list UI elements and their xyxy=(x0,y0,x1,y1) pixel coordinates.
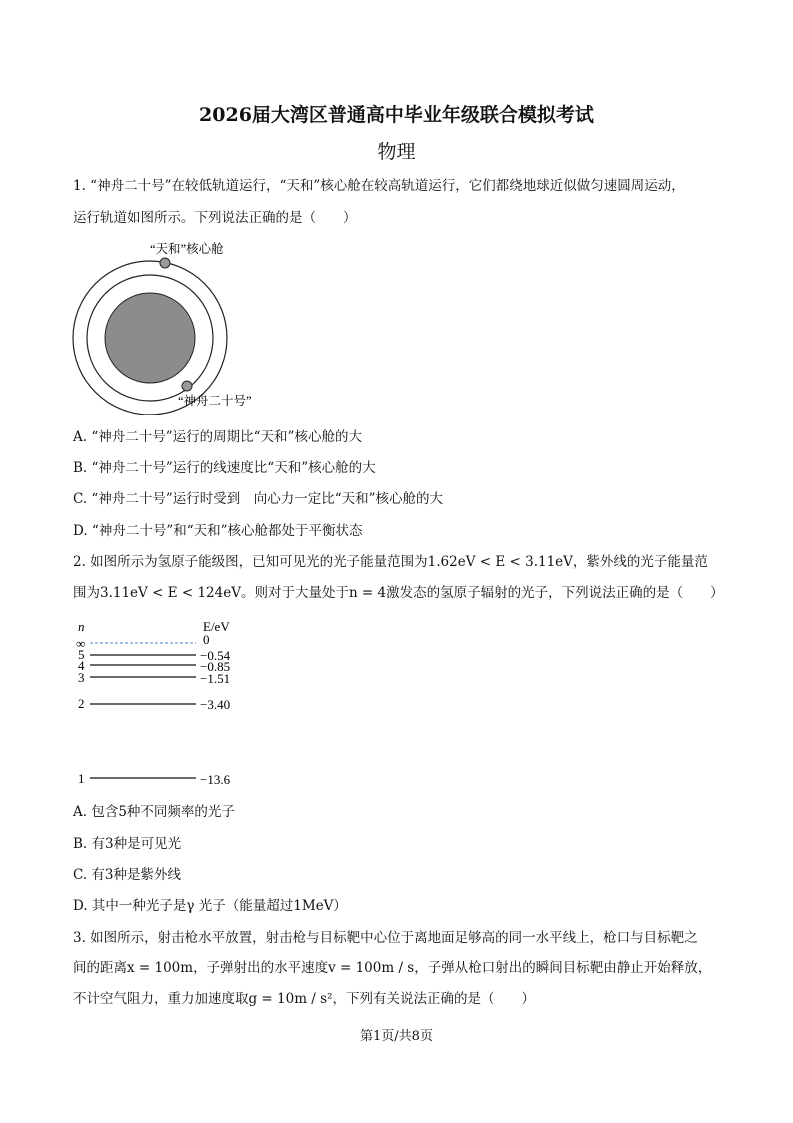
level-3-e: −1.51 xyxy=(200,671,231,686)
q2-option-b: B. 有3种是可见光 xyxy=(73,836,182,852)
q2-option-d: D. 其中一种光子是γ 光子（能量超过1MeV） xyxy=(73,898,347,914)
level-5-e: −0.54 xyxy=(200,648,231,663)
q1-option-a: A. “神舟二十号”运行的周期比“天和”核心舱的大 xyxy=(73,429,362,445)
q2-stem-line1: 2. 如图所示为氢原子能级图，已知可见光的光子能量范围为1.62eV < E < 3.11eV，紫外线的光子能量范 xyxy=(73,554,708,570)
q1-option-b: B. “神舟二十号”运行的线速度比“天和”核心舱的大 xyxy=(73,460,376,476)
q1-stem-line2: 运行轨道如图所示。下列说法正确的是（ ） xyxy=(73,210,357,226)
shenzhou-satellite-icon xyxy=(182,381,192,391)
level-inf-e: 0 xyxy=(203,632,210,647)
label-tianhe: “天和”核心舱 xyxy=(150,242,224,256)
q2-stem-line2: 围为3.11eV < E < 124eV。则对于大量处于n = 4激发态的氢原子辐射的光子，下列说法正确的是（ ） xyxy=(73,585,724,601)
q1-option-d: D. “神舟二十号”和“天和”核心舱都处于平衡状态 xyxy=(73,523,363,539)
level-4-e: −0.85 xyxy=(200,659,231,674)
axis-e-label: E/eV xyxy=(203,619,230,634)
subject-title: 物理 xyxy=(377,141,416,163)
q1-option-c: C. “神舟二十号”运行时受到 向心力一定比“天和”核心舱的大 xyxy=(73,491,444,507)
q1-stem-line1: 1. “神舟二十号”在较低轨道运行，“天和”核心舱在较高轨道运行，它们都绕地球近似做匀速圆周运动， xyxy=(73,178,685,194)
q2-option-a: A. 包含5种不同频率的光子 xyxy=(73,804,235,820)
label-shenzhou: “神舟二十号” xyxy=(178,394,252,408)
energy-level-diagram xyxy=(70,615,270,795)
q2-option-c: C. 有3种是紫外线 xyxy=(73,867,182,883)
earth-icon xyxy=(105,293,195,383)
exam-title: 2026届大湾区普通高中毕业年级联合模拟考试 xyxy=(199,104,594,126)
page-number: 第1页/共8页 xyxy=(360,1029,433,1044)
level-2-e: −3.40 xyxy=(200,697,231,712)
q3-stem-line3: 不计空气阻力，重力加速度取g = 10m / s²，下列有关说法正确的是（ ） xyxy=(73,991,535,1007)
level-3-n: 3 xyxy=(78,670,85,685)
orbit-diagram xyxy=(70,235,310,415)
q3-stem-line1: 3. 如图所示，射击枪水平放置，射击枪与目标靶中心位于离地面足够高的同一水平线上，枪口与目标靶之 xyxy=(73,930,698,946)
level-5-n: 5 xyxy=(78,647,85,662)
level-1-e: −13.6 xyxy=(200,772,231,787)
level-4-n: 4 xyxy=(78,658,85,673)
level-1-n: 1 xyxy=(78,771,85,786)
tianhe-satellite-icon xyxy=(160,258,170,268)
level-2-n: 2 xyxy=(78,696,85,711)
q3-stem-line2: 间的距离x = 100m，子弹射出的水平速度v = 100m / s，子弹从枪口射出的瞬间目标靶由静止开始释放， xyxy=(73,960,712,976)
level-inf-n: ∞ xyxy=(76,636,86,651)
axis-n-label: n xyxy=(78,619,85,634)
